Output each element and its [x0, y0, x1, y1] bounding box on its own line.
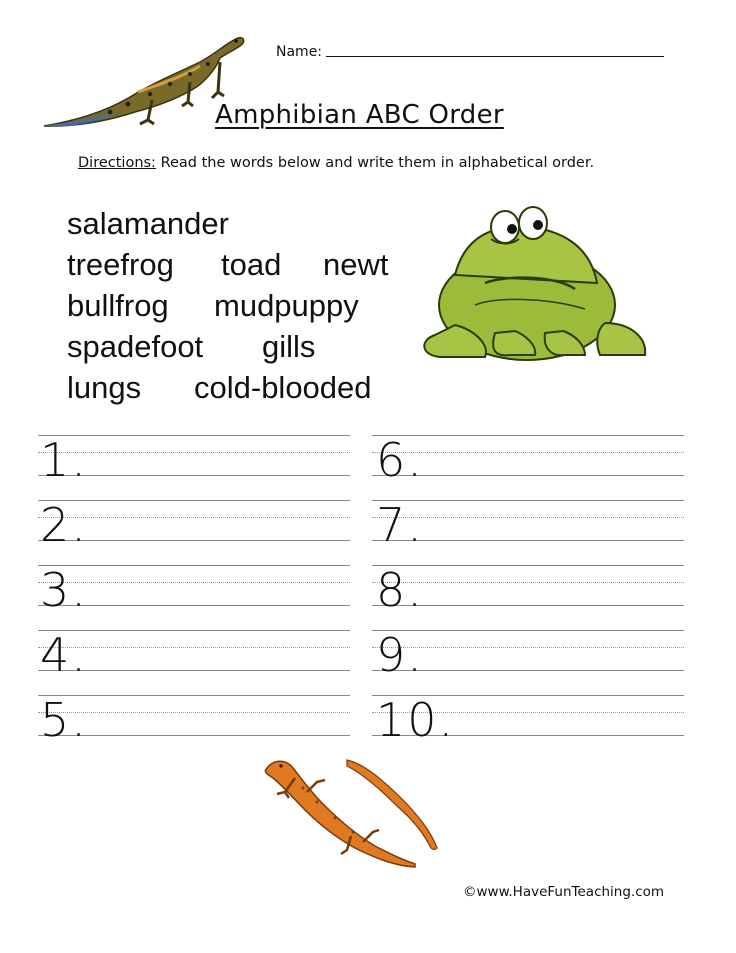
answer-number: 6.	[376, 433, 424, 487]
toad-illustration	[415, 205, 653, 365]
name-write-line[interactable]	[326, 56, 664, 57]
answer-number: 2.	[40, 498, 88, 552]
directions	[78, 155, 594, 171]
name-label: Name:	[276, 44, 323, 60]
word-bullfrog: bullfrog	[67, 288, 169, 323]
copyright-notice: ©www.HaveFunTeaching.com	[463, 884, 665, 900]
answer-number: 8.	[376, 563, 424, 617]
word-newt: newt	[323, 247, 389, 282]
answer-number: 7.	[376, 498, 424, 552]
worksheet-title: Amphibian ABC Order	[215, 100, 504, 130]
word-salamander: salamander	[67, 206, 229, 241]
word-spadefoot: spadefoot	[67, 329, 204, 364]
answer-number: 5.	[40, 693, 88, 747]
word-cold-blooded: cold-blooded	[194, 370, 372, 405]
salamander-illustration	[255, 752, 445, 872]
answer-number: 4.	[40, 628, 88, 682]
answer-number: 10.	[376, 693, 456, 747]
name-field[interactable]	[276, 44, 664, 60]
word-mudpuppy: mudpuppy	[214, 288, 359, 323]
word-lungs: lungs	[67, 370, 142, 405]
word-treefrog: treefrog	[67, 247, 174, 282]
answer-number: 3.	[40, 563, 88, 617]
directions-text: Read the words below and write them in alphabetical order.	[160, 155, 595, 171]
word-toad: toad	[221, 247, 282, 282]
word-gills: gills	[262, 329, 316, 364]
directions-label: Directions:	[78, 155, 156, 171]
answer-number: 1.	[40, 433, 88, 487]
answer-number: 9.	[376, 628, 424, 682]
